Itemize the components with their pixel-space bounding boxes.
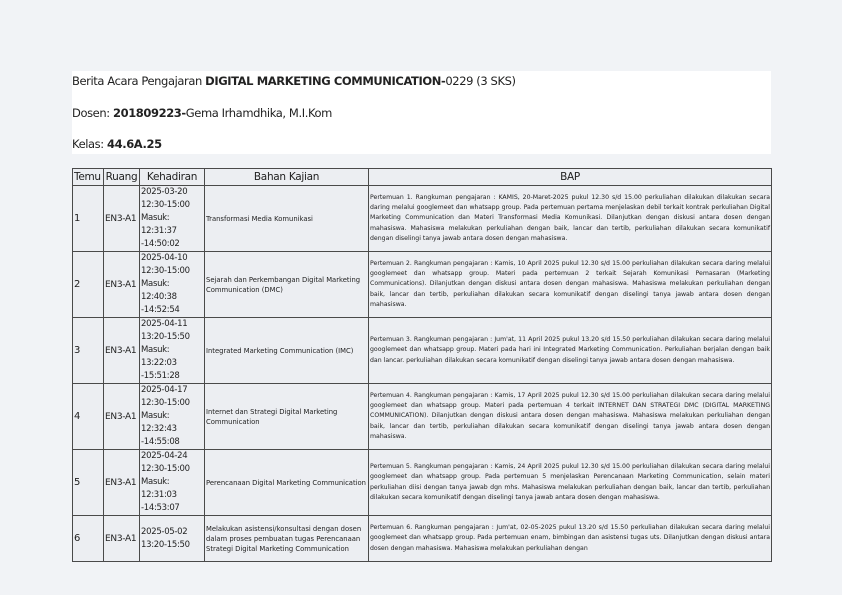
course-code: 0229 (3 SKS): [445, 74, 516, 88]
room: EN3-A1: [104, 384, 140, 450]
table-row: [73, 450, 772, 516]
column-header-bap: BAP: [369, 169, 772, 186]
class-label: Kelas:: [72, 137, 108, 151]
teaching-report: Pertemuan 2. Rangkuman pengajaran : Kamis, 10 April 2025 pukul 12.30 s/d 15.00 perkuliahan dilakukan secara daring melalui googlemeet dan whatsapp group. Materi pada pertemuan 2 terkait Sejarah Komunikasi Pemasaran (Marketing Communications). Dilanjutkan dengan diskusi antara dosen dengan mahasiswa. Mahasiswa melakukan perkuliahan dengan baik, lancar dan tertib, perkuliahan dilakukan secara komunikatif dengan diselingi tanya jawab antara dosen dengan mahasiswa.: [369, 252, 772, 318]
table-row: [73, 516, 772, 562]
teaching-report: Pertemuan 4. Rangkuman pengajaran : Kamis, 17 April 2025 pukul 12.30 s/d 15.00 perkuliahan dilakukan secara daring melalui googlemeet dan whatsapp group. Materi pada pertemuan 4 terkait INTERNET DAN STRATEGI DMC (DIGITAL MARKETING COMMUNICATION). Dilanjutkan dengan diskusi antara dosen dengan mahasiswa. Mahasiswa melakukan perkuliahan dengan baik, lancar dan tertib, perkuliahan dilakukan secara komunikatif dengan diselingi tanya jawab antara dosen dengan mahasiswa.: [369, 384, 772, 450]
attendance-date: 2025-05-02: [141, 526, 188, 537]
room: EN3-A1: [104, 516, 140, 562]
room: EN3-A1: [104, 318, 140, 384]
title-prefix: Berita Acara Pengajaran: [72, 74, 206, 88]
meeting-number: 1: [73, 186, 104, 252]
attendance-checkin: Masuk: 12:31:03: [141, 477, 177, 500]
lecturer-label: Dosen:: [72, 106, 113, 120]
room: EN3-A1: [104, 186, 140, 252]
meeting-number: 4: [73, 384, 104, 450]
meeting-number: 6: [73, 516, 104, 562]
lecturer-id: 201809223-: [112, 106, 186, 120]
class-value: 44.6A.25: [107, 137, 162, 151]
attendance-date: 2025-04-10: [141, 253, 188, 263]
lecturer-name: Gema Irhamdhika, M.I.Kom: [185, 106, 332, 120]
document-header: [72, 71, 771, 154]
attendance: [140, 450, 205, 516]
attendance-table: [72, 168, 772, 562]
study-material: Melakukan asistensi/konsultasi dengan dosen dalam proses pembuatan tugas Perencanaan Strategi Digital Marketing Communication: [205, 516, 369, 562]
attendance-schedule: 12:30-15:00: [141, 200, 190, 210]
column-header-temu: Temu: [73, 169, 104, 186]
study-material: Internet dan Strategi Digital Marketing Communication: [205, 384, 369, 450]
attendance-date: 2025-04-24: [141, 451, 188, 461]
table-header-row: [73, 169, 772, 186]
teaching-report: Pertemuan 6. Rangkuman pengajaran : Jum'at, 02-05-2025 pukul 13.20 s/d 15.50 perkuliahan dilakukan secara daring melalui googlemeet dan whatsapp group. Pada pertemuan enam, bimbingan dan asistensi tugas uts. Dilanjutkan dengan diskusi antara dosen dengan mahasiswa. Mahasiswa melakukan perkuliahan dengan: [369, 516, 772, 562]
attendance-schedule: 12:30-15:00: [141, 398, 190, 408]
attendance-checkout: -14:50:02: [141, 239, 180, 249]
attendance-schedule: 12:30-15:00: [141, 464, 190, 474]
teaching-report: Pertemuan 5. Rangkuman pengajaran : Kamis, 24 April 2025 pukul 12.30 s/d 15.00 perkuliahan dilakukan secara daring melalui googlemeet dan whatsapp group. Pada pertemuan 5 menjelaskan Perencanaan Marketing Communication, selain materi perkuliahan diisi dengan tanya jawab dgn mhs. Mahasiswa melakukan perkuliahan dengan baik, lancar dan tertib, perkuliahan dilakukan secara komunikatif dengan diselingi tanya jawab antara dosen dengan mahasiswa.: [369, 450, 772, 516]
attendance-date: 2025-04-17: [141, 385, 188, 395]
study-material: Integrated Marketing Communication (IMC): [205, 318, 369, 384]
attendance-date: 2025-03-20: [141, 187, 188, 197]
attendance: [140, 516, 205, 562]
teaching-report: Pertemuan 3. Rangkuman pengajaran : Jum'at, 11 April 2025 pukul 13.20 s/d 15.50 perkuliahan dilakukan secara daring melalui googlemeet dan whatsapp group. Materi pada hari ini Integrated Marketing Communication. Perkuliahan berjalan dengan baik dan lancar. perkuliahan dilakukan secara komunikatif dengan diselingi tanya jawab antara dosen dengan mahasiswa.: [369, 318, 772, 384]
attendance-date: 2025-04-11: [141, 319, 188, 329]
column-header-ruang: Ruang: [104, 169, 140, 186]
meeting-number: 2: [73, 252, 104, 318]
attendance: [140, 318, 205, 384]
class-line: [72, 137, 162, 151]
lecturer-line: [72, 106, 332, 120]
attendance-checkin: Masuk: 12:40:38: [141, 279, 177, 302]
attendance-checkin: Masuk: 13:22:03: [141, 345, 177, 368]
course-name: DIGITAL MARKETING COMMUNICATION-: [205, 74, 446, 88]
table-row: [73, 384, 772, 450]
attendance: [140, 186, 205, 252]
study-material: Sejarah dan Perkembangan Digital Marketing Communication (DMC): [205, 252, 369, 318]
attendance-checkout: -14:55:08: [141, 437, 180, 447]
attendance-checkout: -14:52:54: [141, 305, 180, 315]
attendance: [140, 384, 205, 450]
table-row: [73, 318, 772, 384]
attendance-checkout: -14:53:07: [141, 503, 180, 513]
table-row: [73, 252, 772, 318]
attendance-checkout: -15:51:28: [141, 371, 180, 381]
attendance-schedule: 13:20-15:50: [141, 332, 190, 342]
attendance: [140, 252, 205, 318]
attendance-schedule: 12:30-15:00: [141, 266, 190, 276]
column-header-kehadiran: Kehadiran: [140, 169, 205, 186]
room: EN3-A1: [104, 450, 140, 516]
column-header-bahan-kajian: Bahan Kajian: [205, 169, 369, 186]
meeting-number: 3: [73, 318, 104, 384]
room: EN3-A1: [104, 252, 140, 318]
table-row: [73, 186, 772, 252]
attendance-checkin: Masuk: 12:31:37: [141, 213, 177, 236]
teaching-report: Pertemuan 1. Rangkuman pengajaran : KAMIS, 20-Maret-2025 pukul 12.30 s/d 15.00 perkuliahan dilakukan dilakukan secara daring melalui googlemeet dan whatsapp group. Pada pertemuan pertama menjelaskan debil terkait kontrak perkuliahan Digital Marketing Communication dan Materi Transformasi Media Komunikasi. Dilanjutkan dengan diskusi antara dosen dengan mahasiswa. Mahasiswa melakukan perkuliahan dengan baik, lancar dan tertib, perkuliahan dilakukan secara komunikatif dengan diselingi tanya jawab antara dosen dengan mahasiswa.: [369, 186, 772, 252]
study-material: Transformasi Media Komunikasi: [205, 186, 369, 252]
meeting-number: 5: [73, 450, 104, 516]
attendance-schedule: 13:20-15:50: [141, 539, 190, 550]
study-material: Perencanaan Digital Marketing Communication: [205, 450, 369, 516]
document-title: [72, 74, 516, 88]
attendance-checkin: Masuk: 12:32:43: [141, 411, 177, 434]
